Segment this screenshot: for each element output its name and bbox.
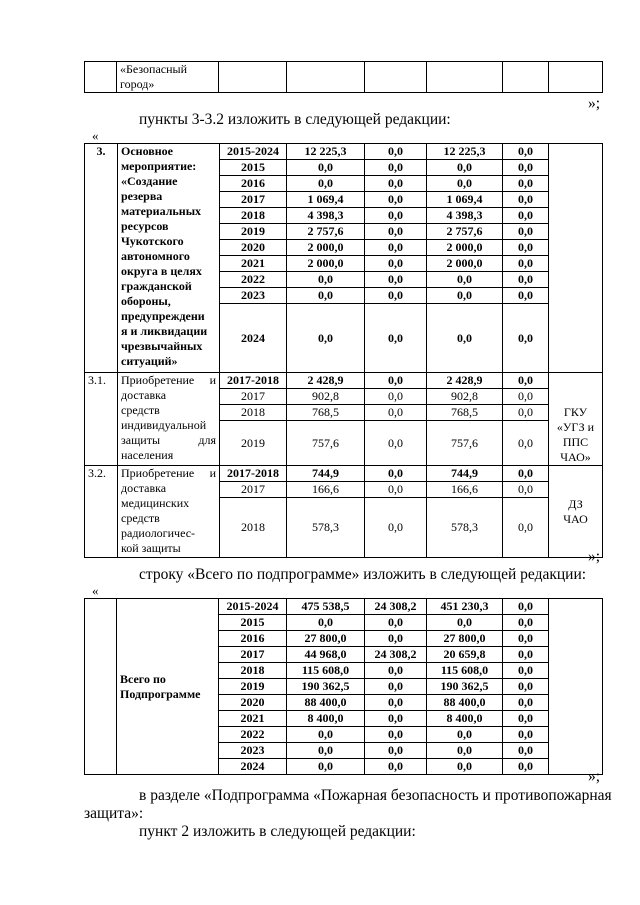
federal-cell: 0,0 <box>365 373 427 389</box>
regional-cell: 0,0 <box>427 288 503 304</box>
executor-cell <box>549 466 603 558</box>
year-cell: 2016 <box>219 631 287 647</box>
cell-empty <box>427 62 503 93</box>
year-cell: 2023 <box>220 288 287 304</box>
other-cell: 0,0 <box>503 389 549 405</box>
other-cell: 0,0 <box>503 288 549 304</box>
measure-name-line: радиологичес- <box>121 526 196 540</box>
federal-cell: 0,0 <box>365 144 427 160</box>
measure-name-line: Приобретение и <box>121 466 216 480</box>
year-cell: 2017 <box>220 482 287 498</box>
year-cell: 2015-2024 <box>220 144 287 160</box>
other-cell: 0,0 <box>503 482 549 498</box>
other-cell: 0,0 <box>503 176 549 192</box>
federal-cell: 0,0 <box>365 389 427 405</box>
total-cell: 2 000,0 <box>287 240 365 256</box>
year-cell: 2017 <box>220 389 287 405</box>
measure-name <box>118 373 220 466</box>
other-cell: 0,0 <box>503 144 549 160</box>
federal-cell: 0,0 <box>365 711 427 727</box>
measure-number: 3. <box>85 144 118 373</box>
total-cell: 475 538,5 <box>287 599 365 615</box>
measure-name-line: Чукотского <box>121 234 184 248</box>
other-cell: 0,0 <box>503 615 549 631</box>
cell-empty <box>503 62 549 93</box>
other-cell: 0,0 <box>503 498 549 558</box>
total-cell: 0,0 <box>287 176 365 192</box>
federal-cell: 0,0 <box>365 256 427 272</box>
regional-cell: 1 069,4 <box>427 192 503 208</box>
measure-name-line: кой защиты <box>121 541 181 555</box>
regional-cell: 0,0 <box>427 759 503 775</box>
total-cell: 4 398,3 <box>287 208 365 224</box>
federal-cell: 0,0 <box>365 288 427 304</box>
other-cell: 0,0 <box>503 647 549 663</box>
measure-name <box>118 466 220 558</box>
executor-line: ППС <box>562 435 589 449</box>
year-cell: 2019 <box>219 679 287 695</box>
other-cell: 0,0 <box>503 240 549 256</box>
executor-cell <box>549 373 603 466</box>
federal-cell: 0,0 <box>365 176 427 192</box>
other-cell: 0,0 <box>503 466 549 482</box>
federal-cell: 24 308,2 <box>365 599 427 615</box>
year-cell: 2015 <box>219 615 287 631</box>
total-cell: 1 069,4 <box>287 192 365 208</box>
measure-name-line: средств <box>121 511 160 525</box>
other-cell: 0,0 <box>503 208 549 224</box>
federal-cell: 0,0 <box>365 631 427 647</box>
year-cell: 2017 <box>219 647 287 663</box>
federal-cell: 0,0 <box>365 272 427 288</box>
other-cell: 0,0 <box>503 192 549 208</box>
regional-cell: 902,8 <box>427 389 503 405</box>
other-cell: 0,0 <box>503 599 549 615</box>
paragraph-section-line2: защита»: <box>84 805 144 822</box>
other-cell: 0,0 <box>503 695 549 711</box>
table-row <box>85 599 603 615</box>
regional-cell: 2 428,9 <box>427 373 503 389</box>
measure-name-line: чрезвычайных <box>121 339 203 353</box>
year-cell: 2015 <box>220 160 287 176</box>
executor-cell <box>549 144 603 373</box>
total-cell: 0,0 <box>287 615 365 631</box>
year-cell: 2017 <box>220 192 287 208</box>
year-cell: 2018 <box>219 663 287 679</box>
other-cell: 0,0 <box>503 373 549 389</box>
total-cell: 190 362,5 <box>287 679 365 695</box>
federal-cell: 0,0 <box>365 192 427 208</box>
measure-name-line: резерва <box>121 189 163 203</box>
measure-name-line: предупреждени <box>121 309 205 323</box>
top-table-fragment <box>84 61 603 93</box>
measure-name-line: материальных <box>121 204 202 218</box>
measure-name-line: доставка <box>121 481 167 495</box>
cell-empty <box>287 62 365 93</box>
opening-quote-1: « <box>92 128 99 143</box>
executor-line: ЧАО» <box>560 450 591 464</box>
total-cell: 2 000,0 <box>287 256 365 272</box>
other-cell: 0,0 <box>503 727 549 743</box>
regional-cell: 451 230,3 <box>427 599 503 615</box>
other-cell: 0,0 <box>503 421 549 466</box>
other-cell: 0,0 <box>503 160 549 176</box>
regional-cell: 744,9 <box>427 466 503 482</box>
total-cell: 166,6 <box>287 482 365 498</box>
regional-cell: 4 398,3 <box>427 208 503 224</box>
regional-cell: 0,0 <box>427 272 503 288</box>
total-cell: 115 608,0 <box>287 663 365 679</box>
federal-cell: 0,0 <box>365 679 427 695</box>
year-cell: 2020 <box>220 240 287 256</box>
measure-name-line: населения <box>121 448 174 462</box>
other-cell: 0,0 <box>503 224 549 240</box>
executor-line: ГКУ <box>563 405 588 419</box>
total-cell: 0,0 <box>287 288 365 304</box>
measure-name-line: медицинских <box>121 496 190 510</box>
regional-cell: 88 400,0 <box>427 695 503 711</box>
measure-name-line: обороны, <box>121 294 171 308</box>
regional-cell: 20 659,8 <box>427 647 503 663</box>
measure-name-line: гражданской <box>121 279 192 293</box>
year-cell: 2021 <box>219 711 287 727</box>
measure-name <box>118 144 220 373</box>
other-cell: 0,0 <box>503 759 549 775</box>
measure-name-line: округа в целях <box>121 264 202 278</box>
total-cell: 2 757,6 <box>287 224 365 240</box>
total-cell: 0,0 <box>287 759 365 775</box>
total-cell: 902,8 <box>287 389 365 405</box>
measure-name-line: Приобретение и <box>121 373 216 387</box>
cell-empty <box>365 62 427 93</box>
other-cell: 0,0 <box>503 405 549 421</box>
total-name-line: Подпрограмме <box>120 686 201 701</box>
year-cell: 2021 <box>220 256 287 272</box>
regional-cell: 8 400,0 <box>427 711 503 727</box>
regional-cell: 0,0 <box>427 743 503 759</box>
regional-cell: 115 608,0 <box>427 663 503 679</box>
total-cell: 12 225,3 <box>287 144 365 160</box>
year-cell: 2024 <box>219 759 287 775</box>
year-cell: 2019 <box>220 421 287 466</box>
program-name-line1: «Безопасный <box>120 62 188 76</box>
total-cell: 88 400,0 <box>287 695 365 711</box>
federal-cell: 0,0 <box>365 727 427 743</box>
measure-number: 3.1. <box>85 373 118 466</box>
total-cell: 27 800,0 <box>287 631 365 647</box>
measure-name-line: автономного <box>121 249 190 263</box>
federal-cell: 0,0 <box>365 615 427 631</box>
regional-cell: 578,3 <box>427 498 503 558</box>
regional-cell: 190 362,5 <box>427 679 503 695</box>
total-table <box>84 598 603 775</box>
year-cell: 2017-2018 <box>220 466 287 482</box>
regional-cell: 12 225,3 <box>427 144 503 160</box>
executor-line: ДЗ <box>568 496 583 511</box>
federal-cell: 0,0 <box>365 421 427 466</box>
other-cell: 0,0 <box>503 663 549 679</box>
regional-cell: 27 800,0 <box>427 631 503 647</box>
year-cell: 2022 <box>220 272 287 288</box>
executor-line: «УГЗ и <box>556 420 595 434</box>
year-cell: 2024 <box>220 304 287 373</box>
federal-cell: 0,0 <box>365 466 427 482</box>
federal-cell: 0,0 <box>365 304 427 373</box>
other-cell: 0,0 <box>503 304 549 373</box>
total-name <box>117 599 219 775</box>
other-cell: 0,0 <box>503 272 549 288</box>
total-cell: 0,0 <box>287 160 365 176</box>
year-cell: 2017-2018 <box>220 373 287 389</box>
measure-name-line: защиты для <box>121 433 216 447</box>
regional-cell: 768,5 <box>427 405 503 421</box>
measure-name-line: индивидуальной <box>121 418 207 432</box>
federal-cell: 0,0 <box>365 743 427 759</box>
cell-empty <box>85 599 117 775</box>
year-cell: 2016 <box>220 176 287 192</box>
total-cell: 8 400,0 <box>287 711 365 727</box>
federal-cell: 0,0 <box>365 224 427 240</box>
table-row <box>85 373 603 389</box>
cell-empty <box>85 62 117 93</box>
paragraph-points-3: пункты 3-3.2 изложить в следующей редакции: <box>139 111 451 128</box>
year-cell: 2022 <box>219 727 287 743</box>
total-cell: 768,5 <box>287 405 365 421</box>
federal-cell: 24 308,2 <box>365 647 427 663</box>
cell-empty <box>549 62 603 93</box>
regional-cell: 2 000,0 <box>427 256 503 272</box>
closing-quote-3: »; <box>588 768 601 785</box>
regional-cell: 0,0 <box>427 160 503 176</box>
federal-cell: 0,0 <box>365 759 427 775</box>
regional-cell: 757,6 <box>427 421 503 466</box>
paragraph-section-line1: в разделе «Подпрограмма «Пожарная безопасность и противопожарная <box>139 787 612 804</box>
closing-quote-1: »; <box>588 95 601 112</box>
total-cell: 0,0 <box>287 304 365 373</box>
federal-cell: 0,0 <box>365 663 427 679</box>
paragraph-point-2: пункт 2 изложить в следующей редакции: <box>139 823 416 840</box>
regional-cell: 0,0 <box>427 615 503 631</box>
executor-line: ЧАО <box>563 511 588 526</box>
opening-quote-2: « <box>92 583 99 598</box>
total-cell: 744,9 <box>287 466 365 482</box>
measure-number: 3.2. <box>85 466 118 558</box>
regional-cell: 2 000,0 <box>427 240 503 256</box>
total-cell: 0,0 <box>287 727 365 743</box>
executor-cell <box>549 599 603 775</box>
measure-name-line: Основное <box>121 144 173 158</box>
measure-name-line: доставка <box>121 388 167 402</box>
federal-cell: 0,0 <box>365 498 427 558</box>
regional-cell: 0,0 <box>427 176 503 192</box>
measure-name-line: ситуаций» <box>121 354 178 368</box>
federal-cell: 0,0 <box>365 208 427 224</box>
year-cell: 2015-2024 <box>219 599 287 615</box>
total-cell: 757,6 <box>287 421 365 466</box>
total-cell: 0,0 <box>287 743 365 759</box>
other-cell: 0,0 <box>503 743 549 759</box>
measure-name-line: «Создание <box>121 174 178 188</box>
closing-quote-2: »; <box>588 548 601 565</box>
other-cell: 0,0 <box>503 711 549 727</box>
year-cell: 2018 <box>220 405 287 421</box>
year-cell: 2018 <box>220 208 287 224</box>
total-cell: 44 968,0 <box>287 647 365 663</box>
measures-table <box>84 143 603 558</box>
measure-name-line: я и ликвидации <box>121 324 208 338</box>
regional-cell: 0,0 <box>427 304 503 373</box>
measure-name-line: ресурсов <box>121 219 169 233</box>
year-cell: 2023 <box>219 743 287 759</box>
federal-cell: 0,0 <box>365 695 427 711</box>
federal-cell: 0,0 <box>365 482 427 498</box>
regional-cell: 0,0 <box>427 727 503 743</box>
measure-name-line: средств <box>121 403 160 417</box>
year-cell: 2018 <box>220 498 287 558</box>
table-row <box>85 466 603 482</box>
program-name-cell <box>117 62 219 93</box>
other-cell: 0,0 <box>503 631 549 647</box>
program-name-line2: город» <box>120 77 155 91</box>
total-cell: 0,0 <box>287 272 365 288</box>
year-cell: 2020 <box>219 695 287 711</box>
table-row <box>85 144 603 160</box>
federal-cell: 0,0 <box>365 405 427 421</box>
other-cell: 0,0 <box>503 256 549 272</box>
federal-cell: 0,0 <box>365 160 427 176</box>
other-cell: 0,0 <box>503 679 549 695</box>
year-cell: 2019 <box>220 224 287 240</box>
federal-cell: 0,0 <box>365 240 427 256</box>
measure-name-line: мероприятие: <box>121 159 197 173</box>
total-name-line: Всего по <box>120 671 166 686</box>
regional-cell: 166,6 <box>427 482 503 498</box>
cell-empty <box>219 62 287 93</box>
total-cell: 2 428,9 <box>287 373 365 389</box>
paragraph-total-row: строку «Всего по подпрограмме» изложить в следующей редакции: <box>139 566 587 583</box>
total-cell: 578,3 <box>287 498 365 558</box>
regional-cell: 2 757,6 <box>427 224 503 240</box>
